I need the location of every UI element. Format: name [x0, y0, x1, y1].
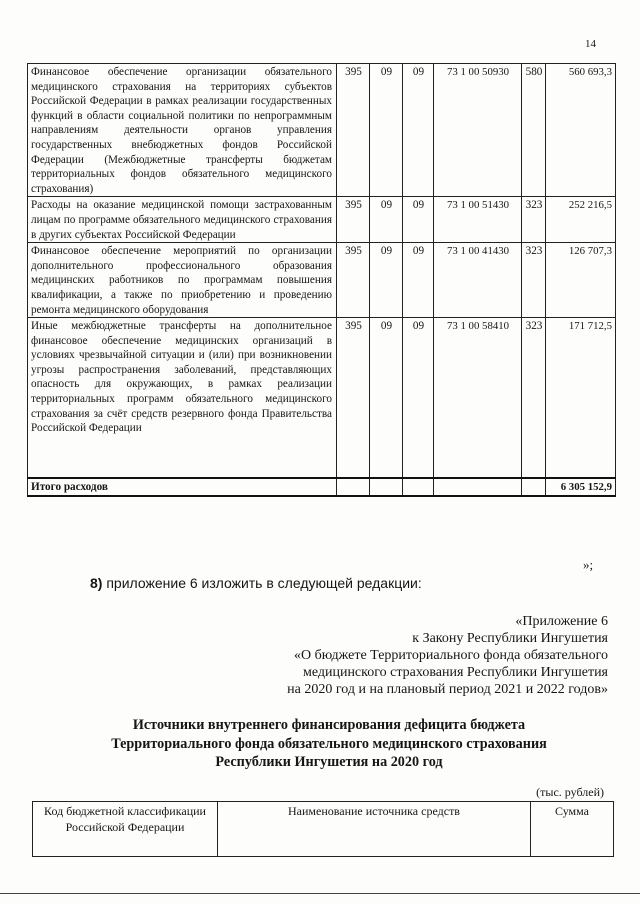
- row-name: Расходы на оказание медицинской помощи застрахованным лицам по программе обязательного медицинского страхования в других субъектах Российской Федерации: [28, 197, 337, 243]
- appendix-line: на 2020 год и на плановый период 2021 и 2022 годов»: [287, 682, 608, 697]
- total-amount: 6 305 152,9: [546, 478, 616, 496]
- row-grbs: 395: [337, 243, 370, 318]
- row-grbs: 395: [337, 318, 370, 479]
- row-subsection: 09: [403, 197, 434, 243]
- row-subsection: 09: [403, 318, 434, 479]
- table-row: [28, 318, 616, 479]
- row-section: 09: [370, 197, 403, 243]
- total-label: Итого расходов: [28, 478, 337, 496]
- item-number: 8): [90, 575, 103, 591]
- closing-quote: »;: [583, 557, 594, 572]
- row-amount: 171 712,5: [546, 318, 616, 479]
- page-bottom-rule: [0, 893, 640, 894]
- heading-line: Республики Ингушетия на 2020 год: [215, 754, 443, 770]
- column-header-sum: Сумма: [531, 802, 614, 857]
- row-expense-type: 323: [522, 318, 546, 479]
- table-header-row: [33, 802, 614, 857]
- row-expense-type: 323: [522, 197, 546, 243]
- table-row: [28, 243, 616, 318]
- document-heading: [40, 716, 618, 772]
- appendix-line: к Закону Республики Ингушетия: [412, 631, 608, 646]
- row-amount: 560 693,3: [546, 64, 616, 197]
- appendix-header: [188, 613, 608, 698]
- row-target-article: 73 1 00 50930: [434, 64, 522, 197]
- row-section: 09: [370, 243, 403, 318]
- row-expense-type: 323: [522, 243, 546, 318]
- row-subsection: 09: [403, 243, 434, 318]
- sources-table: [32, 801, 614, 857]
- table-row: [28, 64, 616, 197]
- units-label: (тыс. рублей): [536, 785, 604, 799]
- appendix-line: «О бюджете Территориального фонда обязательного: [294, 648, 608, 663]
- row-section: 09: [370, 64, 403, 197]
- row-target-article: 73 1 00 51430: [434, 197, 522, 243]
- row-section: 09: [370, 318, 403, 479]
- row-grbs: 395: [337, 64, 370, 197]
- column-header-name: Наименование источника средств: [218, 802, 531, 857]
- heading-line: Источники внутреннего финансирования дефицита бюджета: [132, 717, 526, 733]
- row-expense-type: 580: [522, 64, 546, 197]
- amendment-item: [90, 575, 422, 591]
- row-amount: 252 216,5: [546, 197, 616, 243]
- row-name: Финансовое обеспечение мероприятий по организации дополнительного профессионального образования медицинских работников по программам повышения квалификации, а также по приобретению и проведению ремонта медицинского оборудования: [28, 243, 337, 318]
- row-target-article: 73 1 00 58410: [434, 318, 522, 479]
- total-row: [28, 478, 616, 496]
- heading-line: Территориального фонда обязательного медицинского страхования: [111, 735, 547, 752]
- row-target-article: 73 1 00 41430: [434, 243, 522, 318]
- table-row: [28, 197, 616, 243]
- column-header-code: Код бюджетной классификации Российской Федерации: [33, 802, 218, 857]
- row-subsection: 09: [403, 64, 434, 197]
- row-name: Финансовое обеспечение организации обязательного медицинского страхования на территориях субъектов Российской Федерации в рамках реализации государственных функций в области социальной политики по непрограммным направлениям деятельности органов управления государственных внебюджетных фондов Российской Федерации (Межбюджетные трансферты бюджетам территориальных фондов обязательного медицинского страхования): [28, 64, 337, 197]
- appendix-line: медицинского страхования Республики Ингушетия: [302, 665, 608, 680]
- item-text: приложение 6 изложить в следующей редакции:: [102, 575, 422, 591]
- row-name: Иные межбюджетные трансферты на дополнительное финансовое обеспечение медицинских организаций в условиях чрезвычайной ситуации и (или) при возникновении угрозы распространения заболеваний, представляющих опасность для окружающих, в рамках реализации территориальных программ обязательного медицинского страхования за счёт средств резервного фонда Правительства Российской Федерации: [28, 318, 337, 479]
- row-grbs: 395: [337, 197, 370, 243]
- appendix-line: «Приложение 6: [515, 614, 608, 629]
- expenses-table: [27, 63, 616, 497]
- row-amount: 126 707,3: [546, 243, 616, 318]
- page-number: 14: [585, 38, 596, 50]
